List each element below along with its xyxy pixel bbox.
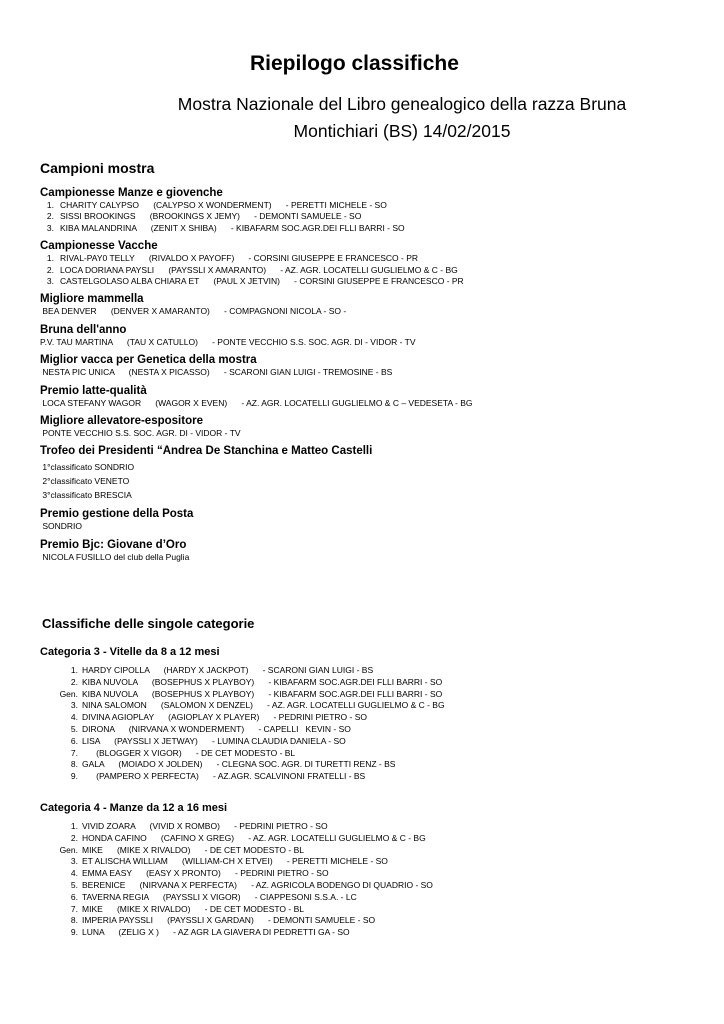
rank: 1. xyxy=(70,821,78,831)
award-block xyxy=(40,239,700,287)
award-title: Trofeo dei Presidenti “Andrea De Stanchina e Matteo Castelli xyxy=(40,445,373,458)
rank: 5. xyxy=(70,723,78,734)
table-row xyxy=(40,915,700,927)
table-row xyxy=(40,927,700,939)
award-title: Migliore allevatore-espositore xyxy=(40,415,203,428)
rank: 6. xyxy=(70,735,78,746)
award-block xyxy=(40,384,700,409)
rank: 8. xyxy=(70,915,78,926)
table-row xyxy=(40,677,700,689)
entry-number: 3. xyxy=(46,222,54,233)
table-row xyxy=(40,665,700,677)
section-campioni-heading: Campioni mostra xyxy=(40,160,155,176)
award-entry: SONDRIO xyxy=(40,521,83,532)
rank: 2. xyxy=(70,676,78,687)
award-entry: 3°classificato BRESCIA xyxy=(40,490,132,501)
table-row xyxy=(40,868,700,880)
row-text: IMPERIA PAYSSLI (PAYSSLI X GARDAN) - DEMONTI SAMUELE - SO xyxy=(82,915,376,926)
row-text: TAVERNA REGIA (PAYSSLI X VIGOR) - CIAPPESONI S.S.A. - LC xyxy=(82,891,357,902)
table-row xyxy=(40,856,700,868)
entry-number: 1. xyxy=(46,253,54,264)
award-title: Campionesse Vacche xyxy=(40,240,158,253)
rank: 4. xyxy=(70,868,78,879)
row-text: (BLOGGER X VIGOR) - DE CET MODESTO - BL xyxy=(82,747,296,758)
award-block xyxy=(40,538,700,563)
table-row xyxy=(40,904,700,916)
table-row xyxy=(40,700,700,712)
category-title: Categoria 4 - Manze da 12 a 16 mesi xyxy=(40,802,228,814)
award-title: Campionesse Manze e giovenche xyxy=(40,187,223,199)
award-block xyxy=(40,323,700,348)
rank: 3. xyxy=(70,856,78,867)
row-text: GALA (MOIADO X JOLDEN) - CLEGNA SOC. AGR. DI TURETTI RENZ - BS xyxy=(82,759,396,770)
entry-number: 2. xyxy=(46,211,54,222)
award-entry xyxy=(40,253,700,264)
rank: 7. xyxy=(70,747,78,758)
rank: 6. xyxy=(70,891,78,902)
page-title: Riepilogo classifiche xyxy=(250,52,459,75)
award-title: Premio gestione della Posta xyxy=(40,508,194,521)
row-text: VIVID ZOARA (VIVID X ROMBO) - PEDRINI PIETRO - SO xyxy=(82,821,328,831)
award-entry: PONTE VECCHIO S.S. SOC. AGR. DI - VIDOR - TV xyxy=(40,428,241,439)
table-row xyxy=(40,689,700,701)
row-text: KIBA NUVOLA (BOSEPHUS X PLAYBOY) - KIBAFARM SOC.AGR.DEI FLLI BARRI - SO xyxy=(82,676,443,687)
entry-text: CHARITY CALYPSO (CALYPSO X WONDERMENT) - PERETTI MICHELE - SO xyxy=(60,200,387,210)
entry-number: 2. xyxy=(46,264,54,275)
row-text: LISA (PAYSSLI X JETWAY) - LUMINA CLAUDIA DANIELA - SO xyxy=(82,735,346,746)
award-block xyxy=(40,292,700,317)
award-block xyxy=(40,507,700,532)
award-block xyxy=(40,444,700,502)
award-block xyxy=(40,353,700,378)
row-text: DIRONA (NIRVANA X WONDERMENT) - CAPELLI KEVIN - SO xyxy=(82,723,351,734)
row-text: NINA SALOMON (SALOMON X DENZEL) - AZ. AGR. LOCATELLI GUGLIELMO & C - BG xyxy=(82,700,445,711)
row-text: BERENICE (NIRVANA X PERFECTA) - AZ. AGRICOLA BODENGO DI QUADRIO - SO xyxy=(82,879,433,890)
entry-number: 3. xyxy=(46,276,54,287)
category-3-block xyxy=(40,645,700,783)
row-text: HARDY CIPOLLA (HARDY X JACKPOT) - SCARONI GIAN LUIGI - BS xyxy=(82,665,374,675)
table-row xyxy=(40,736,700,748)
award-entry: BEA DENVER (DENVER X AMARANTO) - COMPAGNONI NICOLA - SO - xyxy=(40,306,347,317)
table-row xyxy=(40,771,700,783)
award-title: Migliore mammella xyxy=(40,293,144,306)
award-entry: NICOLA FUSILLO del club della Puglia xyxy=(40,551,190,562)
table-row xyxy=(40,759,700,771)
subtitle-place-date: Montichiari (BS) 14/02/2015 xyxy=(293,121,511,141)
award-entry: NESTA PIC UNICA (NESTA X PICASSO) - SCARONI GIAN LUIGI - TREMOSINE - BS xyxy=(40,367,393,378)
rank: Gen. xyxy=(59,688,78,699)
award-block xyxy=(40,414,700,439)
award-block xyxy=(40,186,700,234)
award-entry: 2°classificato VENETO xyxy=(40,476,130,487)
row-text: EMMA EASY (EASY X PRONTO) - PEDRINI PIETRO - SO xyxy=(82,868,329,879)
award-title: Premio Bjc: Giovane d’Oro xyxy=(40,538,187,551)
entry-text: LOCA DORIANA PAYSLI (PAYSSLI X AMARANTO) - AZ. AGR. LOCATELLI GUGLIELMO & C - BG xyxy=(60,264,458,275)
subtitle-event: Mostra Nazionale del Libro genealogico della razza Bruna xyxy=(177,94,627,114)
award-title: Premio latte-qualità xyxy=(40,384,147,397)
row-text: MIKE (MIKE X RIVALDO) - DE CET MODESTO - BL xyxy=(82,844,304,855)
section-categorie-heading: Classifiche delle singole categorie xyxy=(42,616,255,631)
rank: Gen. xyxy=(59,844,78,855)
rank: 5. xyxy=(70,879,78,890)
rank: 2. xyxy=(70,832,78,843)
row-text: KIBA NUVOLA (BOSEPHUS X PLAYBOY) - KIBAFARM SOC.AGR.DEI FLLI BARRI - SO xyxy=(82,688,443,699)
rank: 9. xyxy=(70,927,78,938)
row-text: LUNA (ZELIG X ) - AZ AGR LA GIAVERA DI PEDRETTI GA - SO xyxy=(82,927,350,938)
entry-text: CASTELGOLASO ALBA CHIARA ET (PAUL X JETVIN) - CORSINI GIUSEPPE E FRANCESCO - PR xyxy=(60,276,464,287)
row-text: MIKE (MIKE X RIVALDO) - DE CET MODESTO - BL xyxy=(82,903,304,914)
rank: 8. xyxy=(70,759,78,770)
awards-list xyxy=(40,186,700,568)
table-row xyxy=(40,712,700,724)
table-row xyxy=(40,845,700,857)
entry-text: SISSI BROOKINGS (BROOKINGS X JEMY) - DEMONTI SAMUELE - SO xyxy=(60,211,362,222)
table-row xyxy=(40,892,700,904)
rank: 4. xyxy=(70,712,78,723)
rank: 9. xyxy=(70,771,78,782)
award-entry xyxy=(40,211,700,222)
award-entry xyxy=(40,223,700,234)
category-title: Categoria 3 - Vitelle da 8 a 12 mesi xyxy=(40,646,220,658)
award-title: Bruna dell'anno xyxy=(40,323,127,336)
table-row xyxy=(40,724,700,736)
rank: 1. xyxy=(70,665,78,675)
award-entry xyxy=(40,200,700,211)
rank: 7. xyxy=(70,903,78,914)
award-entry xyxy=(40,265,700,276)
entry-text: RIVAL-PAY0 TELLY (RIVALDO X PAYOFF) - CORSINI GIUSEPPE E FRANCESCO - PR xyxy=(60,253,419,264)
award-entry xyxy=(40,276,700,287)
entry-number: 1. xyxy=(46,200,54,210)
row-text: ET ALISCHA WILLIAM (WILLIAM-CH X ETVEI) - PERETTI MICHELE - SO xyxy=(82,856,388,867)
entry-text: KIBA MALANDRINA (ZENIT X SHIBA) - KIBAFARM SOC.AGR.DEI FLLI BARRI - SO xyxy=(60,222,405,233)
award-entry: 1°classificato SONDRIO xyxy=(40,462,135,473)
award-title: Miglior vacca per Genetica della mostra xyxy=(40,354,257,367)
table-row xyxy=(40,748,700,760)
row-text: HONDA CAFINO (CAFINO X GREG) - AZ. AGR. LOCATELLI GUGLIELMO & C - BG xyxy=(82,832,426,843)
category-4-block xyxy=(40,801,700,939)
table-row xyxy=(40,821,700,833)
table-row xyxy=(40,833,700,845)
row-text: (PAMPERO X PERFECTA) - AZ.AGR. SCALVINONI FRATELLI - BS xyxy=(82,771,366,782)
award-entry: P.V. TAU MARTINA (TAU X CATULLO) - PONTE VECCHIO S.S. SOC. AGR. DI - VIDOR - TV xyxy=(40,336,416,347)
rank: 3. xyxy=(70,700,78,711)
table-row xyxy=(40,880,700,892)
row-text: DIVINA AGIOPLAY (AGIOPLAY X PLAYER) - PEDRINI PIETRO - SO xyxy=(82,712,367,723)
award-entry: LOCA STEFANY WAGOR (WAGOR X EVEN) - AZ. AGR. LOCATELLI GUGLIELMO & C – VEDESETA - BG xyxy=(40,397,473,408)
